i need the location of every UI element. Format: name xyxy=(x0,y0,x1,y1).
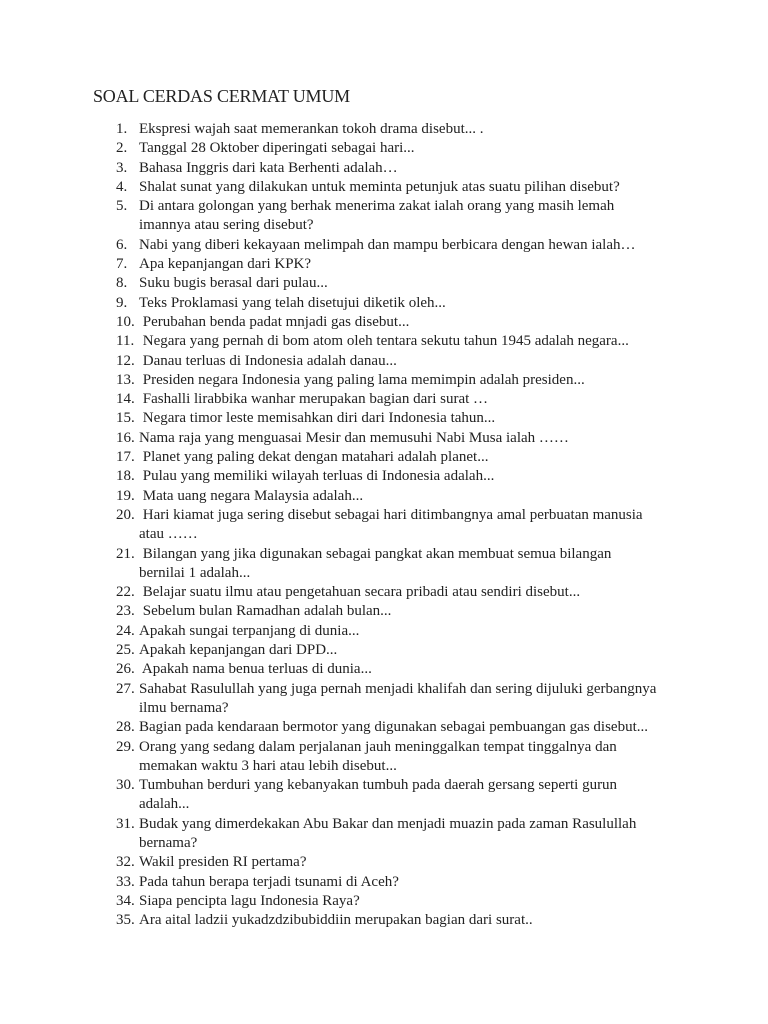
question-number: 15. xyxy=(116,410,135,427)
question-item xyxy=(116,641,656,660)
question-text: Bahasa Inggris dari kata Berhenti adalah… xyxy=(139,159,398,176)
question-number: 17. xyxy=(116,449,135,466)
question-item xyxy=(116,622,656,641)
question-number: 35. xyxy=(116,912,135,929)
question-text: Budak yang dimerdekakan Abu Bakar dan menjadi muazin pada zaman Rasulullah xyxy=(139,815,637,832)
question-number: 10. xyxy=(116,313,135,330)
question-number: 21. xyxy=(116,545,135,562)
question-text: Apakah nama benua terluas di dunia... xyxy=(139,661,372,678)
question-text: Orang yang sedang dalam perjalanan jauh meninggalkan tempat tinggalnya dan xyxy=(139,738,617,755)
question-text: Tanggal 28 Oktober diperingati sebagai hari... xyxy=(139,140,415,157)
question-text: Sebelum bulan Ramadhan adalah bulan... xyxy=(139,603,392,620)
question-item xyxy=(116,313,656,332)
question-text-continued: imannya atau sering disebut? xyxy=(139,217,314,234)
question-item xyxy=(116,583,656,602)
question-list xyxy=(116,120,656,930)
question-item xyxy=(116,139,656,158)
question-number: 18. xyxy=(116,468,135,485)
question-text-continued: atau …… xyxy=(139,526,198,543)
question-text: Suku bugis berasal dari pulau... xyxy=(139,275,328,292)
question-number: 31. xyxy=(116,815,135,832)
question-number: 24. xyxy=(116,622,135,639)
question-number: 27. xyxy=(116,680,135,697)
question-text: Hari kiamat juga sering disebut sebagai hari ditimbangnya amal perbuatan manusia xyxy=(139,506,643,523)
question-item xyxy=(116,255,656,274)
question-item xyxy=(116,409,656,428)
question-text: Teks Proklamasi yang telah disetujui diketik oleh... xyxy=(139,294,446,311)
question-number: 19. xyxy=(116,487,135,504)
question-text: Nabi yang diberi kekayaan melimpah dan mampu berbicara dengan hewan ialah… xyxy=(139,236,636,253)
question-number: 2. xyxy=(116,140,128,157)
question-text: Siapa pencipta lagu Indonesia Raya? xyxy=(139,892,360,909)
question-text: Fashalli lirabbika wanhar merupakan bagian dari surat … xyxy=(139,391,489,408)
question-text: Di antara golongan yang berhak menerima zakat ialah orang yang masih lemah xyxy=(139,198,615,215)
question-text: Pada tahun berapa terjadi tsunami di Aceh? xyxy=(139,873,399,890)
question-number: 8. xyxy=(116,275,128,292)
question-text: Wakil presiden RI pertama? xyxy=(139,854,307,871)
question-item xyxy=(116,294,656,313)
question-number: 9. xyxy=(116,294,128,311)
question-item xyxy=(116,332,656,351)
question-text-continued: bernama? xyxy=(139,834,198,851)
question-item xyxy=(116,371,656,390)
question-item xyxy=(116,506,656,545)
question-number: 29. xyxy=(116,738,135,755)
question-item xyxy=(116,680,656,719)
question-text: Ekspresi wajah saat memerankan tokoh drama disebut... . xyxy=(139,121,484,137)
question-number: 11. xyxy=(116,333,135,350)
question-number: 4. xyxy=(116,178,128,195)
question-text: Negara yang pernah di bom atom oleh tentara sekutu tahun 1945 adalah negara... xyxy=(139,333,629,350)
question-item xyxy=(116,815,656,854)
question-number: 3. xyxy=(116,159,128,176)
question-number: 16. xyxy=(116,429,135,446)
question-text-continued: adalah... xyxy=(139,796,190,813)
question-number: 33. xyxy=(116,873,135,890)
question-item xyxy=(116,197,656,236)
question-item xyxy=(116,911,656,930)
question-item xyxy=(116,487,656,506)
question-number: 22. xyxy=(116,584,135,601)
question-item xyxy=(116,873,656,892)
question-number: 25. xyxy=(116,642,135,659)
question-number: 14. xyxy=(116,391,135,408)
question-item xyxy=(116,448,656,467)
question-number: 6. xyxy=(116,236,128,253)
question-item xyxy=(116,120,656,139)
question-number: 13. xyxy=(116,371,135,388)
question-text: Planet yang paling dekat dengan matahari adalah planet... xyxy=(139,449,489,466)
question-number: 26. xyxy=(116,661,135,678)
question-number: 7. xyxy=(116,256,128,273)
question-text: Presiden negara Indonesia yang paling lama memimpin adalah presiden... xyxy=(139,371,585,388)
question-text: Apa kepanjangan dari KPK? xyxy=(139,256,312,273)
question-text-continued: ilmu bernama? xyxy=(139,699,229,716)
question-text-continued: memakan waktu 3 hari atau lebih disebut... xyxy=(139,757,397,774)
question-text: Sahabat Rasulullah yang juga pernah menjadi khalifah dan sering dijuluki gerbangnya xyxy=(139,680,657,697)
question-text: Shalat sunat yang dilakukan untuk meminta petunjuk atas suatu pilihan disebut? xyxy=(139,178,620,195)
question-text: Mata uang negara Malaysia adalah... xyxy=(139,487,364,504)
question-text: Nama raja yang menguasai Mesir dan memusuhi Nabi Musa ialah …… xyxy=(139,429,569,446)
question-item xyxy=(116,660,656,679)
question-item xyxy=(116,545,656,584)
question-text: Danau terluas di Indonesia adalah danau... xyxy=(139,352,397,369)
question-item xyxy=(116,390,656,409)
question-item xyxy=(116,718,656,737)
question-item xyxy=(116,738,656,777)
question-number: 20. xyxy=(116,506,135,523)
document-title: SOAL CERDAS CERMAT UMUM xyxy=(93,86,350,106)
question-item xyxy=(116,159,656,178)
question-item xyxy=(116,236,656,255)
question-item xyxy=(116,178,656,197)
question-text: Apakah sungai terpanjang di dunia... xyxy=(139,622,360,639)
question-item xyxy=(116,853,656,872)
question-number: 1. xyxy=(116,121,128,137)
question-item xyxy=(116,776,656,815)
question-number: 23. xyxy=(116,603,135,620)
question-number: 32. xyxy=(116,854,135,871)
question-text: Tumbuhan berduri yang kebanyakan tumbuh pada daerah gersang seperti gurun xyxy=(139,777,618,794)
question-number: 34. xyxy=(116,892,135,909)
question-text: Apakah kepanjangan dari DPD... xyxy=(139,642,338,659)
question-item xyxy=(116,892,656,911)
question-text: Bagian pada kendaraan bermotor yang digunakan sebagai pembuangan gas disebut... xyxy=(139,719,648,736)
question-text: Ara aital ladzii yukadzdzibubiddiin merupakan bagian dari surat.. xyxy=(139,912,533,929)
question-number: 5. xyxy=(116,198,128,215)
question-number: 12. xyxy=(116,352,135,369)
question-item xyxy=(116,352,656,371)
question-text: Negara timor leste memisahkan diri dari Indonesia tahun... xyxy=(139,410,496,427)
question-text: Pulau yang memiliki wilayah terluas di Indonesia adalah... xyxy=(139,468,495,485)
question-item xyxy=(116,467,656,486)
question-number: 30. xyxy=(116,777,135,794)
question-text: Belajar suatu ilmu atau pengetahuan secara pribadi atau sendiri disebut... xyxy=(139,584,581,601)
question-number: 28. xyxy=(116,719,135,736)
question-item xyxy=(116,274,656,293)
question-text-continued: bernilai 1 adalah... xyxy=(139,564,251,581)
question-text: Perubahan benda padat mnjadi gas disebut... xyxy=(139,313,410,330)
question-item xyxy=(116,602,656,621)
question-text: Bilangan yang jika digunakan sebagai pangkat akan membuat semua bilangan xyxy=(139,545,612,562)
question-item xyxy=(116,429,656,448)
